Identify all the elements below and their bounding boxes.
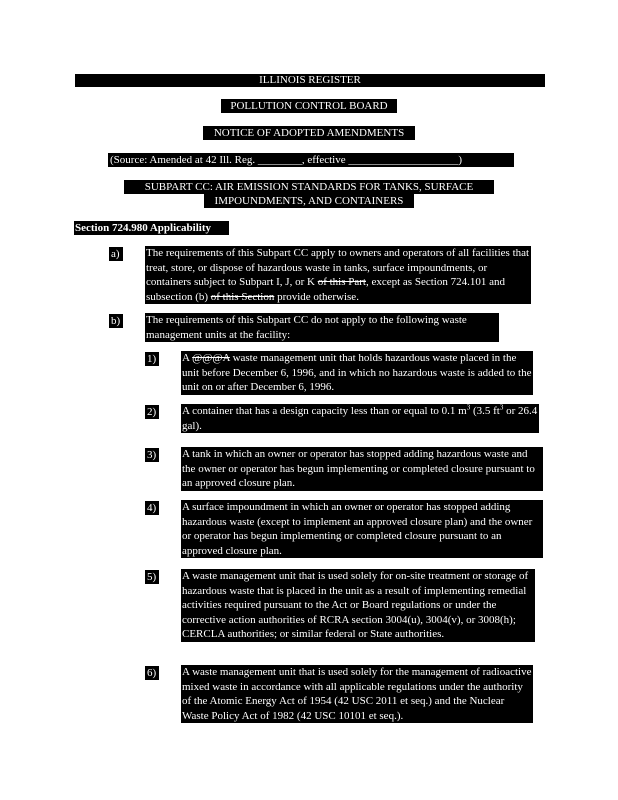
item-4-label: 4) — [145, 501, 159, 515]
item-1-label: 1) — [145, 352, 159, 366]
item-1-struck: @@@A — [192, 352, 230, 364]
item-2-body3: or 26.4 gal). — [182, 405, 538, 432]
item-1-prefix: A — [182, 352, 193, 364]
item-1-body: waste management unit that holds hazardous waste placed in the unit before December 6, 1996, and in which no hazardous waste is added to the unit on or after December 6, 1996. — [182, 352, 532, 394]
item-1-text — [181, 351, 533, 395]
item-3-text: A tank in which an owner or operator has stopped adding hazardous waste and the owner or operator has begun implementing or completed closure pursuant to an approved closure plan. — [181, 447, 543, 491]
subsection-a-label: a) — [109, 247, 123, 261]
item-5-label: 5) — [145, 570, 159, 584]
item-2-text — [181, 404, 539, 433]
subsection-a-text — [145, 246, 531, 304]
subsection-a-text-mid: , except as Section 724.101 and subsection (b) — [146, 276, 505, 303]
notice-title: NOTICE OF ADOPTED AMENDMENTS — [203, 126, 415, 140]
subsection-a-struck2: of this Section — [210, 290, 275, 303]
item-2-sup: 3 — [466, 403, 471, 412]
item-6-text: A waste management unit that is used solely for the management of radioactive mixed waste in accordance with all applicable regulations under the authority of the Atomic Energy Act of 1954 (42 USC 2011 et seq.) and the Nuclear Waste Policy Act of 1982 (42 USC 10101 et seq.). — [182, 666, 532, 722]
subsection-a-struck1: of this Part — [317, 276, 366, 289]
subpart-heading-line1: SUBPART CC: AIR EMISSION STANDARDS FOR TANKS, SURFACE — [124, 180, 494, 194]
item-3-label: 3) — [145, 448, 159, 462]
subsection-a-text-before: The requirements of this Subpart CC apply to owners and operators of all facilities that treat, store, or dispose of hazardous waste in tanks, surface impoundments, or containers subject to Subpart I, J, or K — [146, 247, 530, 289]
section-heading: Section 724.980 Applicability — [74, 221, 229, 235]
item-2-body: A container that has a design capacity less than or equal to 0.1 m — [182, 405, 467, 417]
register-title: ILLINOIS REGISTER — [75, 74, 545, 87]
source-line: (Source: Amended at 42 Ill. Reg. ________, effective ____________________) — [108, 153, 514, 167]
subpart-heading-line2: IMPOUNDMENTS, AND CONTAINERS — [204, 194, 414, 208]
subsection-b-label: b) — [109, 314, 123, 328]
board-title: POLLUTION CONTROL BOARD — [221, 99, 397, 113]
item-2-body2: (3.5 ft — [470, 405, 500, 417]
item-2-sup2: 3 — [499, 403, 504, 412]
subsection-a-text-after: provide otherwise. — [274, 290, 359, 303]
item-6-label: 6) — [145, 666, 159, 680]
item-5-text: A waste management unit that is used solely for on-site treatment or storage of hazardous waste that is placed in the unit as a result of implementing remedial activities required pursuant to the Act or Board regulations or under the corrective action authorities of RCRA section 3004(u), 3004(v), or 3008(h); CERCLA authorities; or similar federal or State authorities. — [181, 569, 535, 642]
item-2-label: 2) — [145, 405, 159, 419]
item-4-text: A surface impoundment in which an owner or operator has stopped adding hazardous waste (except to implement an approved closure plan) and the owner or operator has begun implementing or completed closure pursuant to an approved closure plan. — [181, 500, 543, 558]
subsection-b-text: The requirements of this Subpart CC do not apply to the following waste management units at the facility: — [145, 313, 499, 342]
